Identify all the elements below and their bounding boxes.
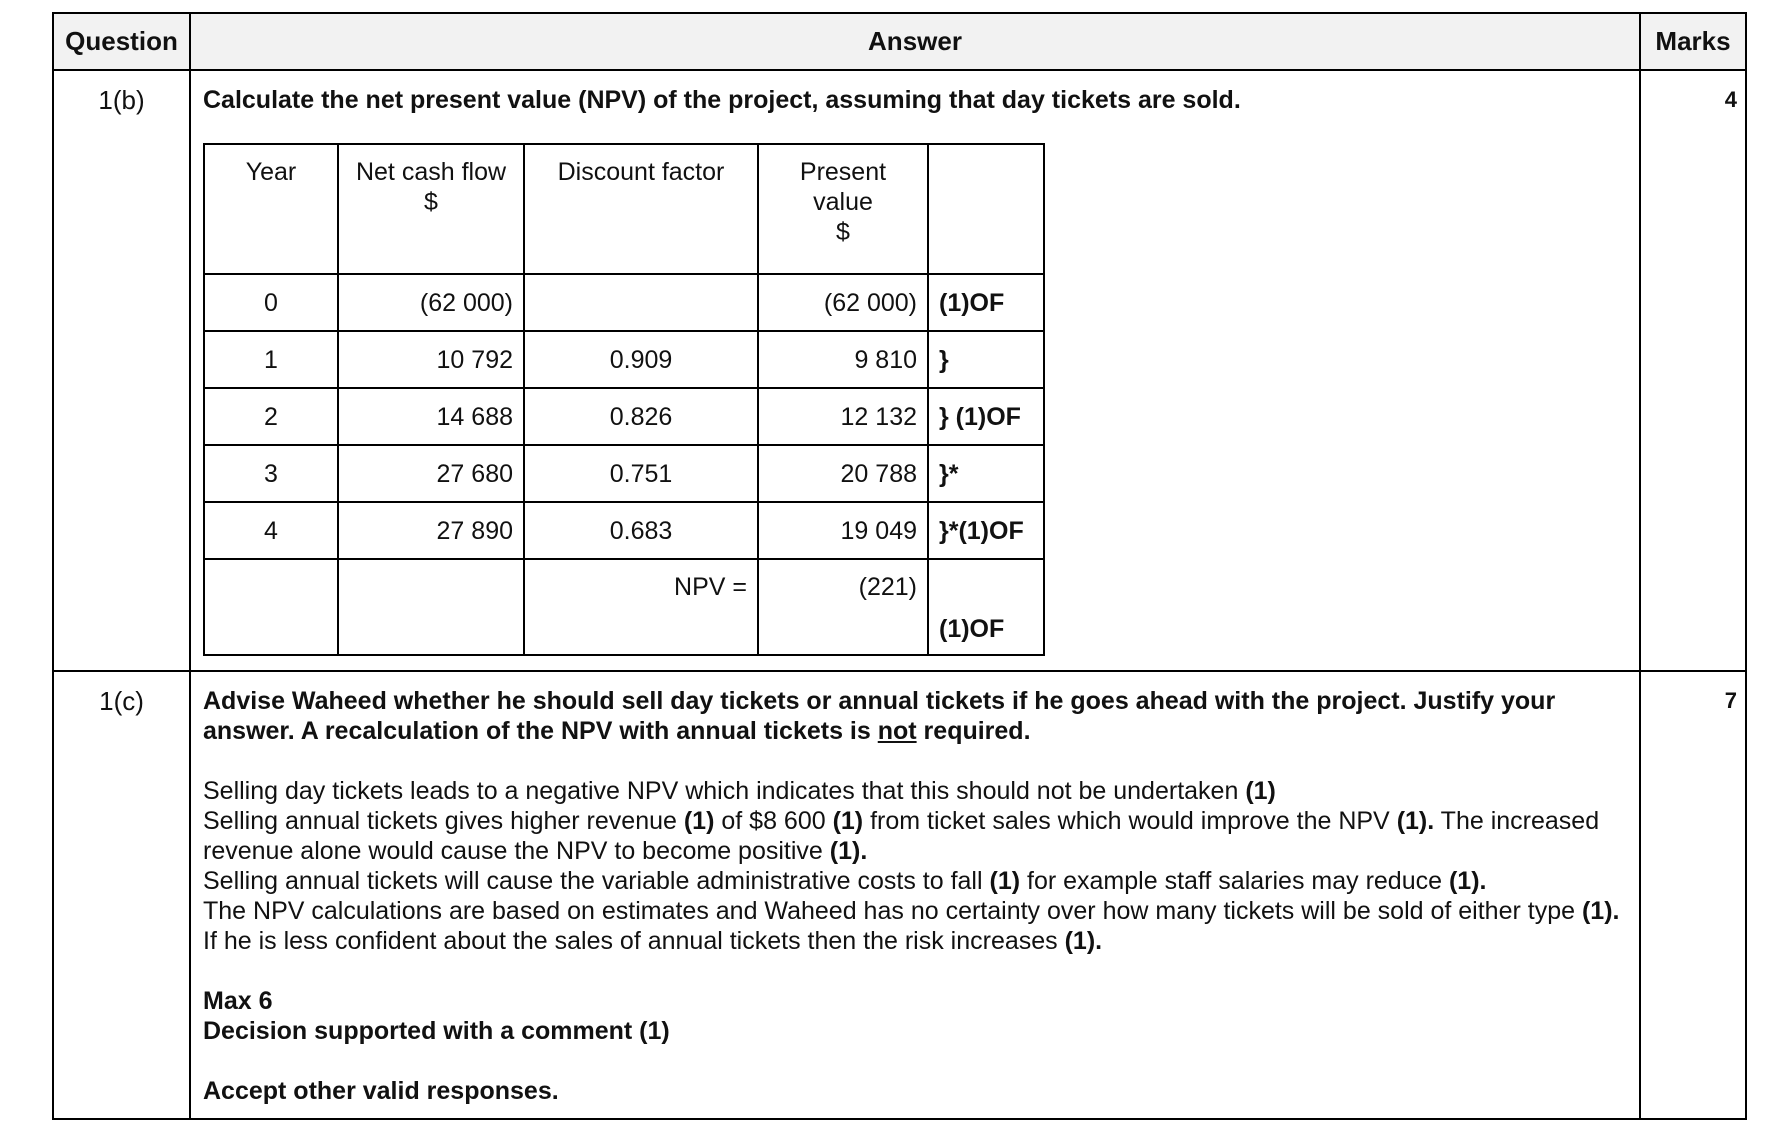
- npv-row-year-1: [204, 331, 1044, 388]
- mark-indicator: (1).: [1396, 807, 1435, 835]
- row-1c: [53, 671, 1746, 1119]
- npv-cell-net-cash-flow: 10 792: [338, 331, 524, 388]
- npv-cell-mark: } (1)OF: [928, 388, 1044, 445]
- npv-total-mark: (1)OF: [928, 559, 1044, 655]
- max-marks-text: Max 6: [203, 987, 273, 1015]
- answer-line-4: [203, 896, 1625, 926]
- row-1b: [53, 70, 1746, 671]
- npv-header-pv-line2: value: [813, 188, 873, 216]
- answer-text: The NPV calculations are based on estimates and Waheed has no certainty over how many tickets will be sold of either type: [203, 897, 1582, 925]
- answer-line-5: [203, 926, 1625, 956]
- answer-1c: [190, 671, 1640, 1119]
- npv-header-ncf-unit: $: [424, 188, 438, 216]
- npv-cell-net-cash-flow: 27 890: [338, 502, 524, 559]
- header-answer: Answer: [190, 13, 1640, 70]
- question-text-1b: Calculate the net present value (NPV) of the project, assuming that day tickets are sold.: [203, 86, 1241, 114]
- npv-row-year-3: [204, 445, 1044, 502]
- npv-header-marks: [928, 144, 1044, 274]
- npv-cell-mark: (1)OF: [928, 274, 1044, 331]
- mark-indicator: (1): [832, 807, 864, 835]
- npv-cell-net-cash-flow: (62 000): [338, 274, 524, 331]
- npv-header-net-cash-flow: [338, 144, 524, 274]
- npv-total-label: NPV =: [524, 559, 758, 655]
- npv-cell-year: 1: [204, 331, 338, 388]
- answer-text: from ticket sales which would improve the NPV: [863, 807, 1397, 835]
- npv-cell-discount-factor: 0.751: [524, 445, 758, 502]
- question-text-1c: [203, 686, 1625, 746]
- npv-cell-mark: }*: [928, 445, 1044, 502]
- npv-cell-present-value: 12 132: [758, 388, 928, 445]
- npv-total-empty-1: [204, 559, 338, 655]
- npv-header-year: Year: [204, 144, 338, 274]
- npv-cell-present-value: 9 810: [758, 331, 928, 388]
- npv-cell-mark: }*(1)OF: [928, 502, 1044, 559]
- npv-cell-year: 3: [204, 445, 338, 502]
- npv-cell-discount-factor: [524, 274, 758, 331]
- npv-header-pv-unit: $: [836, 218, 850, 246]
- npv-cell-present-value: (62 000): [758, 274, 928, 331]
- answer-text: If he is less confident about the sales of annual tickets then the risk increases: [203, 927, 1065, 955]
- answer-line-3: [203, 866, 1625, 896]
- mark-indicator: (1).: [1581, 897, 1620, 925]
- npv-cell-present-value: 20 788: [758, 445, 928, 502]
- answer-text: Selling annual tickets gives higher revenue: [203, 807, 684, 835]
- max-marks-note: [203, 986, 1625, 1016]
- npv-row-year-0: [204, 274, 1044, 331]
- answer-text: of $8 600: [714, 807, 833, 835]
- header-marks: Marks: [1640, 13, 1746, 70]
- npv-cell-net-cash-flow: 14 688: [338, 388, 524, 445]
- answer-text: for example staff salaries may reduce: [1020, 867, 1449, 895]
- decision-note: [203, 1016, 1625, 1046]
- npv-cell-year: 2: [204, 388, 338, 445]
- npv-cell-present-value: 19 049: [758, 502, 928, 559]
- question-number-1b: 1(b): [53, 70, 190, 671]
- npv-row-year-4: [204, 502, 1044, 559]
- npv-cell-year: 4: [204, 502, 338, 559]
- marks-1c: 7: [1640, 671, 1746, 1119]
- header-question: Question: [53, 13, 190, 70]
- mark-scheme-table: [52, 12, 1747, 1120]
- header-row: [53, 13, 1746, 70]
- npv-total-value: (221): [758, 559, 928, 655]
- npv-cell-discount-factor: 0.826: [524, 388, 758, 445]
- npv-header-pv-line1: Present: [799, 158, 887, 186]
- npv-table: [203, 143, 1045, 656]
- mark-indicator: (1).: [1448, 867, 1487, 895]
- mark-indicator: (1): [683, 807, 715, 835]
- answer-line-1: [203, 776, 1625, 806]
- accept-note: [203, 1076, 1625, 1106]
- npv-header-ncf-label: Net cash flow: [355, 158, 507, 186]
- npv-cell-discount-factor: 0.909: [524, 331, 758, 388]
- npv-cell-discount-factor: 0.683: [524, 502, 758, 559]
- question-text-1c-part2: required.: [916, 717, 1031, 745]
- npv-header-discount-factor: Discount factor: [524, 144, 758, 274]
- npv-cell-year: 0: [204, 274, 338, 331]
- answer-line-2: [203, 806, 1625, 866]
- npv-header-present-value: [758, 144, 928, 274]
- decision-text: Decision supported with a comment (1): [203, 1017, 670, 1045]
- mark-indicator: (1): [989, 867, 1021, 895]
- npv-header-row: [204, 144, 1044, 274]
- npv-row-year-2: [204, 388, 1044, 445]
- npv-total-empty-2: [338, 559, 524, 655]
- mark-indicator: (1).: [1064, 927, 1103, 955]
- marks-1b: 4: [1640, 70, 1746, 671]
- accept-text: Accept other valid responses.: [203, 1077, 559, 1105]
- npv-cell-mark: }: [928, 331, 1044, 388]
- npv-cell-net-cash-flow: 27 680: [338, 445, 524, 502]
- npv-total-row: [204, 559, 1044, 655]
- mark-indicator: (1).: [829, 837, 868, 865]
- answer-1b: [190, 70, 1640, 671]
- mark-indicator: (1): [1245, 777, 1276, 805]
- answer-text: The increased revenue alone would cause the NPV to become positive: [203, 807, 1600, 865]
- question-text-1c-not: not: [877, 717, 917, 745]
- answer-text: Selling annual tickets will cause the variable administrative costs to fall: [203, 867, 990, 895]
- answer-text: Selling day tickets leads to a negative NPV which indicates that this should not be undertaken: [203, 777, 1246, 805]
- question-number-1c: 1(c): [53, 671, 190, 1119]
- question-text-1c-part1: Advise Waheed whether he should sell day tickets or annual tickets if he goes ahead with the project. Justify your answer. A recalculation of the NPV with annual tickets is: [203, 687, 1556, 745]
